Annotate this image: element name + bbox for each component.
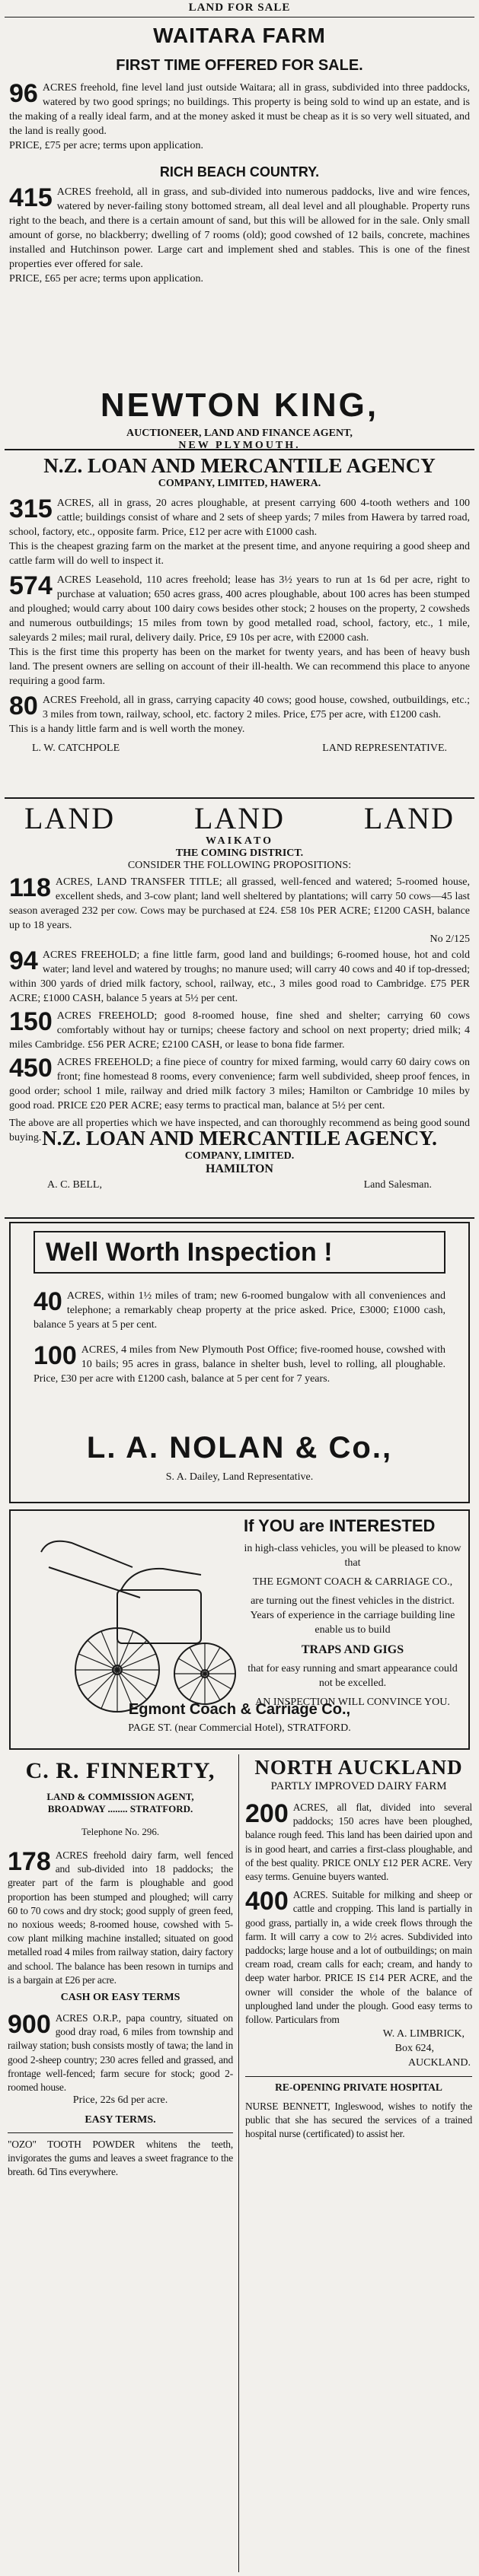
egmont-text-2: that for easy running and smart appearance could not be excelled. (247, 1663, 458, 1689)
listing-description: ACRES, all flat, divided into several paddocks; 150 acres have been ploughed, balance rough feed. This land has been dairied upon and is in good heart, and carries a first-class ploughable, and of the best quality. PRICE ONLY £12 PER ACRE. Very easy terms. Genuine buyers wanted. (245, 1802, 472, 1883)
listing-acres-number: 100 (34, 1341, 77, 1370)
finnerty-ad (8, 1757, 233, 2179)
column-divider (238, 1754, 239, 2572)
listing-description: ACRES freehold, fine level land just outside Waitara; all in grass, subdivided into three paddocks, watered by two good springs; no buildings. This property is being sold to wind up an estate, and is the making of a really ideal farm, and at the money asked it must be cheap as it is so very well situated, and the land is really good. (9, 82, 470, 137)
nz-listing-2 (9, 573, 470, 645)
egmont-text-1: are turning out the finest vehicles in the district. Years of experience in the carriage building line enable us to build (250, 1595, 455, 1636)
waitara-subtitle: FIRST TIME OFFERED FOR SALE. (116, 57, 363, 74)
listing-acres-number: 900 (8, 2010, 51, 2040)
waitara-listing-1 (9, 81, 470, 138)
finnerty-line2: BROADWAY ........ STRATFORD. (47, 1803, 193, 1814)
listing-note: This is the first time this property has been on the market for twenty years, and has been of heavy bush land. The present owners are selling on account of their ill-health. We can recommend this place to anyone requiring a good farm. (9, 647, 470, 687)
carriage-seat (121, 1569, 201, 1590)
listing-acres-number: 118 (9, 873, 51, 902)
nolan-listing-2 (34, 1343, 445, 1386)
newton-king-line1: AUCTIONEER, LAND AND FINANCE AGENT, (126, 428, 353, 439)
divider (5, 449, 474, 450)
nz-loan-subtitle: COMPANY, LIMITED. (184, 1150, 295, 1162)
page-header: LAND FOR SALE (188, 2, 291, 14)
listing-acres-number: 400 (245, 1887, 289, 1916)
agent-row (9, 1179, 470, 1191)
north-box: Box 624, (394, 2043, 434, 2055)
agent-name: L. W. CATCHPOLE (32, 743, 120, 754)
listing-description: ACRES O.R.P., papa country, situated on good dray road, 6 miles from township and railway station; bush consists mostly of tawa; the land in good 2-sheep country; 230 acres felled and grassed, and frontage well-fenced; farm secure for stock; good 2-roomed house. (8, 2012, 233, 2094)
listing-description: ACRES, 4 miles from New Plymouth Post Office; five-roomed house, cowshed with 10 bails; 95 acres in grass, balance in shelter bush, level to rolling, all ploughable. Price, £30 per acre with £1200 cash, balance at 5 per cent for 7 years. (34, 1344, 445, 1385)
listing-description: ACRES Leasehold, 110 acres freehold; lease has 3½ years to run at 1s 6d per acre, right to purchase at valuation; 650 acres grass, 400 acres ploughable, about 100 acres has been stumped and ploughed; would carry about 100 dairy cows besides other stock; 2 houses on the property, 2 cowsheds and numerous outbuildings; 15 miles from town by good metalled road, school, factory, etc., 1 mile, saleyards 2 miles; mail rural, delivery daily. Price, £9 10s per acre, with £2000 cash. (9, 574, 470, 644)
nz-listing-1 (9, 496, 470, 539)
waitara-title: WAITARA FARM (153, 24, 326, 47)
newton-king-ad (9, 386, 470, 452)
egmont-ad-box (9, 1509, 470, 1750)
listing-acres-number: 178 (8, 1847, 51, 1876)
north-listing-2 (245, 1888, 472, 2027)
wheel-spoke (117, 1670, 147, 1700)
egmont-traps: TRAPS AND GIGS (301, 1643, 404, 1656)
listing-description: ACRES freehold, all in grass, and sub-divided into numerous paddocks, live and wire fences, watered by never-failing stony bottomed stream, all deal level and all ploughable. Property runs right to the beach, and there is a certain amount of sand, but this will be allowed for in the sale. Only small amount of gorse, no blackberry; dwelling of 7 rooms (old); good cowshed of 12 bails, concrete, machines installed and Hutchinson power. Large cart and implement shed and stables. This is one of the finest properties ever offered for sale. (9, 186, 470, 270)
region: WAIKATO (206, 835, 273, 847)
divider (8, 2132, 233, 2133)
egmont-company: THE EGMONT COACH & CARRIAGE CO., (252, 1576, 453, 1588)
nolan-headline-box (34, 1231, 445, 1274)
listing-description: ACRES FREEHOLD; a fine little farm, good land and buildings; 6-roomed house, hot and cold water; land level and watered by troughs; no manure used; will carry 40 cows and 40 if top-dressed; within 300 yards of dried milk factory, school, railway, etc., 3 miles good road to Cambridge. £75 PER ACRE; £1000 CASH, balance 5 years at 5½ per cent. (9, 949, 470, 1004)
land-listing-1 (9, 875, 470, 933)
land-word: LAND (24, 801, 116, 835)
egmont-address: PAGE ST. (near Commercial Hotel), STRATFORD. (128, 1722, 351, 1734)
nolan-listing-1 (34, 1289, 445, 1332)
listing-acres-number: 200 (245, 1799, 289, 1828)
carriage-illustration-icon (18, 1522, 239, 1719)
finnerty-price: Price, 22s 6d per acre. (72, 2094, 168, 2107)
listing-acres-number: 315 (9, 495, 53, 523)
egmont-text (244, 1515, 461, 1709)
nolan-headline: Well Worth Inspection ! (46, 1238, 333, 1267)
listing-acres-number: 40 (34, 1287, 62, 1316)
land-closing: The above are all properties which we have inspected, and can thoroughly recommend as being good sound buying. (9, 1118, 470, 1143)
carriage-shaft (41, 1541, 133, 1567)
carriage-spokes (75, 1628, 235, 1712)
listing-description: ACRES FREEHOLD; good 8-roomed house, fine shed and shelter; carrying 60 cows comfortably without hay or turnips; cheese factory and school on next property; dried milk; 4 miles Cambridge. £56 PER ACRE; £2100 CASH, or lease to bona fide farmer. (9, 1010, 470, 1051)
finnerty-name: C. R. FINNERTY, (25, 1758, 216, 1783)
beach-subtitle: RICH BEACH COUNTRY. (159, 164, 320, 180)
nz-loan-hawera-ad (9, 453, 470, 755)
land-word: LAND (193, 801, 286, 835)
listing-ref: No 2/125 (430, 933, 470, 945)
listing-price: PRICE, £75 per acre; terms upon application. (9, 140, 204, 151)
listing-acres-number: 450 (9, 1054, 53, 1083)
finnerty-line1: LAND & COMMISSION AGENT, (46, 1791, 194, 1802)
consider-line: CONSIDER THE FOLLOWING PROPOSITIONS: (127, 860, 352, 871)
listing-description: ACRES, LAND TRANSFER TITLE; all grassed, well-fenced and watered; 5-roomed house, excellent sheds, and 3-cow plant; land well sheltered by plantations; will carry 50 cows—45 last season averaged 232 per cow. Cows may be purchased at £24. £58 10s PER ACRE; £1200 CASH, balance up to 18 years. (9, 876, 470, 931)
listing-note: This is a handy little farm and is well worth the money. (9, 724, 245, 735)
listing-description: ACRES, all in grass, 20 acres ploughable, at present carrying 600 4-tooth wethers and 100 cattle; buildings consist of whare and 2 sets of sheep yards; 7 miles from Hawera by tarred road, school, factory, etc., opposite farm. Price, £12 per acre with £1000 cash. (9, 498, 470, 538)
nolan-listings (34, 1289, 445, 1386)
listing-description: ACRES. Suitable for milking and sheep or cattle and cropping. This land is partially in good grass, partially in, a wide creek flows through the farm. It will carry a cow to 2½ acres. Subdivided into paddocks; large house and a lot of outbuildings; on main cream road, cream calls for each; cream, and handy to deep water harbor. PRICE IS £14 PER ACRE, and the owner will consider the whole of the balance of unploughed land under the plough. Good easy terms to follow. Particulars from (245, 1889, 472, 2026)
listing-description: ACRES, within 1½ miles of tram; new 6-roomed bungalow with all conveniences and telephone; a remarkably cheap property at the price asked. Price, £3000; £1000 cash, balance 5 years at 5 per cent. (34, 1290, 445, 1331)
listing-acres-number: 80 (9, 692, 38, 720)
egmont-headline: If YOU are INTERESTED (244, 1516, 436, 1535)
finnerty-listing-2 (8, 2012, 233, 2094)
finnerty-phone: Telephone No. 296. (81, 1826, 160, 1837)
listing-acres-number: 574 (9, 571, 53, 600)
listing-description: ACRES Freehold, all in grass, carrying capacity 40 cows; good house, cowshed, outbuildings, etc.; 3 miles from town, railway, school, etc. factory 2 miles. Price, £75 per acre, with £1200 cash. (42, 695, 470, 720)
listing-price: PRICE, £65 per acre; terms upon application. (9, 273, 204, 285)
finnerty-terms: EASY TERMS. (85, 2114, 156, 2126)
land-word: LAND (363, 801, 455, 835)
finnerty-cash: CASH OR EASY TERMS (60, 1992, 180, 2004)
egmont-signature: Egmont Coach & Carriage Co., (128, 1701, 351, 1718)
nolan-rep: S. A. Dailey, Land Representative. (165, 1471, 314, 1483)
waitara-ad (9, 23, 470, 286)
north-agent: W. A. LIMBRICK, (382, 2028, 465, 2040)
waitara-listing-2 (9, 185, 470, 272)
nz-loan-subtitle: COMPANY, LIMITED, HAWERA. (158, 478, 321, 489)
egmont-invite: AN INSPECTION WILL CONVINCE YOU. (255, 1697, 450, 1708)
finnerty-listing-1 (8, 1849, 233, 1987)
newton-king-line2: NEW PLYMOUTH. (178, 440, 301, 451)
wheel-spoke (117, 1640, 147, 1670)
listing-description: ACRES FREEHOLD; a fine piece of country for mixed farming, would carry 60 dairy cows on front; fine homestead 8 rooms, every convenience; farm well subdivided, sheep proof fences, in good order; school 1 mile, railway and dried milk factory 3 miles; Hamilton or Cambridge 10 miles by good road. PRICE £20 PER ACRE; easy terms to practical man, balance at 5½ per cent. (9, 1057, 470, 1111)
north-auckland-ad (245, 1754, 472, 2141)
nz-loan-hamilton-ad (9, 1126, 470, 1191)
north-city: AUCKLAND. (407, 2057, 471, 2069)
nz-listing-3 (9, 693, 470, 722)
waikato-land-ad (9, 802, 470, 1145)
listing-acres-number: 415 (9, 183, 53, 212)
divider (5, 797, 474, 799)
agent-name: A. C. BELL, (47, 1179, 102, 1191)
nurse-notice: NURSE BENNETT, Ingleswood, wishes to notify the public that she has secured the services of a trained hospital nurse (certificated) to assist her. (245, 2101, 472, 2140)
north-listing-1 (245, 1801, 472, 1884)
nz-loan-title: N.Z. LOAN AND MERCANTILE AGENCY. (42, 1127, 437, 1150)
nolan-name: L. A. NOLAN & Co., (86, 1431, 393, 1465)
carriage-svg (18, 1522, 239, 1719)
agent-row (9, 743, 470, 755)
listing-acres-number: 96 (9, 79, 38, 108)
district: THE COMING DISTRICT. (175, 848, 304, 859)
agent-role: LAND REPRESENTATIVE. (322, 743, 447, 754)
nz-loan-city: HAMILTON (206, 1162, 273, 1175)
nolan-ad-box (9, 1222, 470, 1503)
north-subtitle: PARTLY IMPROVED DAIRY FARM (270, 1780, 447, 1792)
agent-role: Land Salesman. (363, 1179, 432, 1191)
newton-king-name: NEWTON KING, (100, 386, 379, 424)
nz-loan-title: N.Z. LOAN AND MERCANTILE AGENCY (43, 454, 436, 477)
land-listing-2 (9, 948, 470, 1006)
listing-note: This is the cheapest grazing farm on the market at the present time, and anyone requiring a good sheep and cattle farm will do well to inspect it. (9, 541, 470, 567)
north-title: NORTH AUCKLAND (254, 1756, 463, 1779)
carriage-body (117, 1590, 201, 1643)
land-heading (9, 802, 470, 835)
hospital-heading: RE-OPENING PRIVATE HOSPITAL (275, 2081, 442, 2094)
wheel-spoke (88, 1670, 117, 1700)
divider (5, 1217, 474, 1219)
divider (245, 2076, 472, 2077)
wheel-spoke (88, 1640, 117, 1670)
land-listing-4 (9, 1055, 470, 1113)
listing-acres-number: 150 (9, 1007, 53, 1036)
listing-acres-number: 94 (9, 946, 38, 975)
egmont-intro: in high-class vehicles, you will be pleased to know that (244, 1543, 461, 1569)
ozo-ad: "OZO" TOOTH POWDER whitens the teeth, invigorates the gums and leaves a sweet fragrance to the breath. 6d Tins everywhere. (8, 2139, 233, 2178)
land-listing-3 (9, 1009, 470, 1052)
listing-description: ACRES freehold dairy farm, well fenced and sub-divided into 18 paddocks; the greater part of the farm is ploughable and good proportion has been stumped and ploughed; will carry 60 to 70 cows and dry stock; good supply of green feed, no noxious weeds; 8-roomed house, cowshed with 5-cow plant milking machine installed; situated on good metalled road 4 miles from railway station, dairy factory and school. The balance has been resown in turnips and is a bargain at £26 per acre. (8, 1849, 233, 1986)
